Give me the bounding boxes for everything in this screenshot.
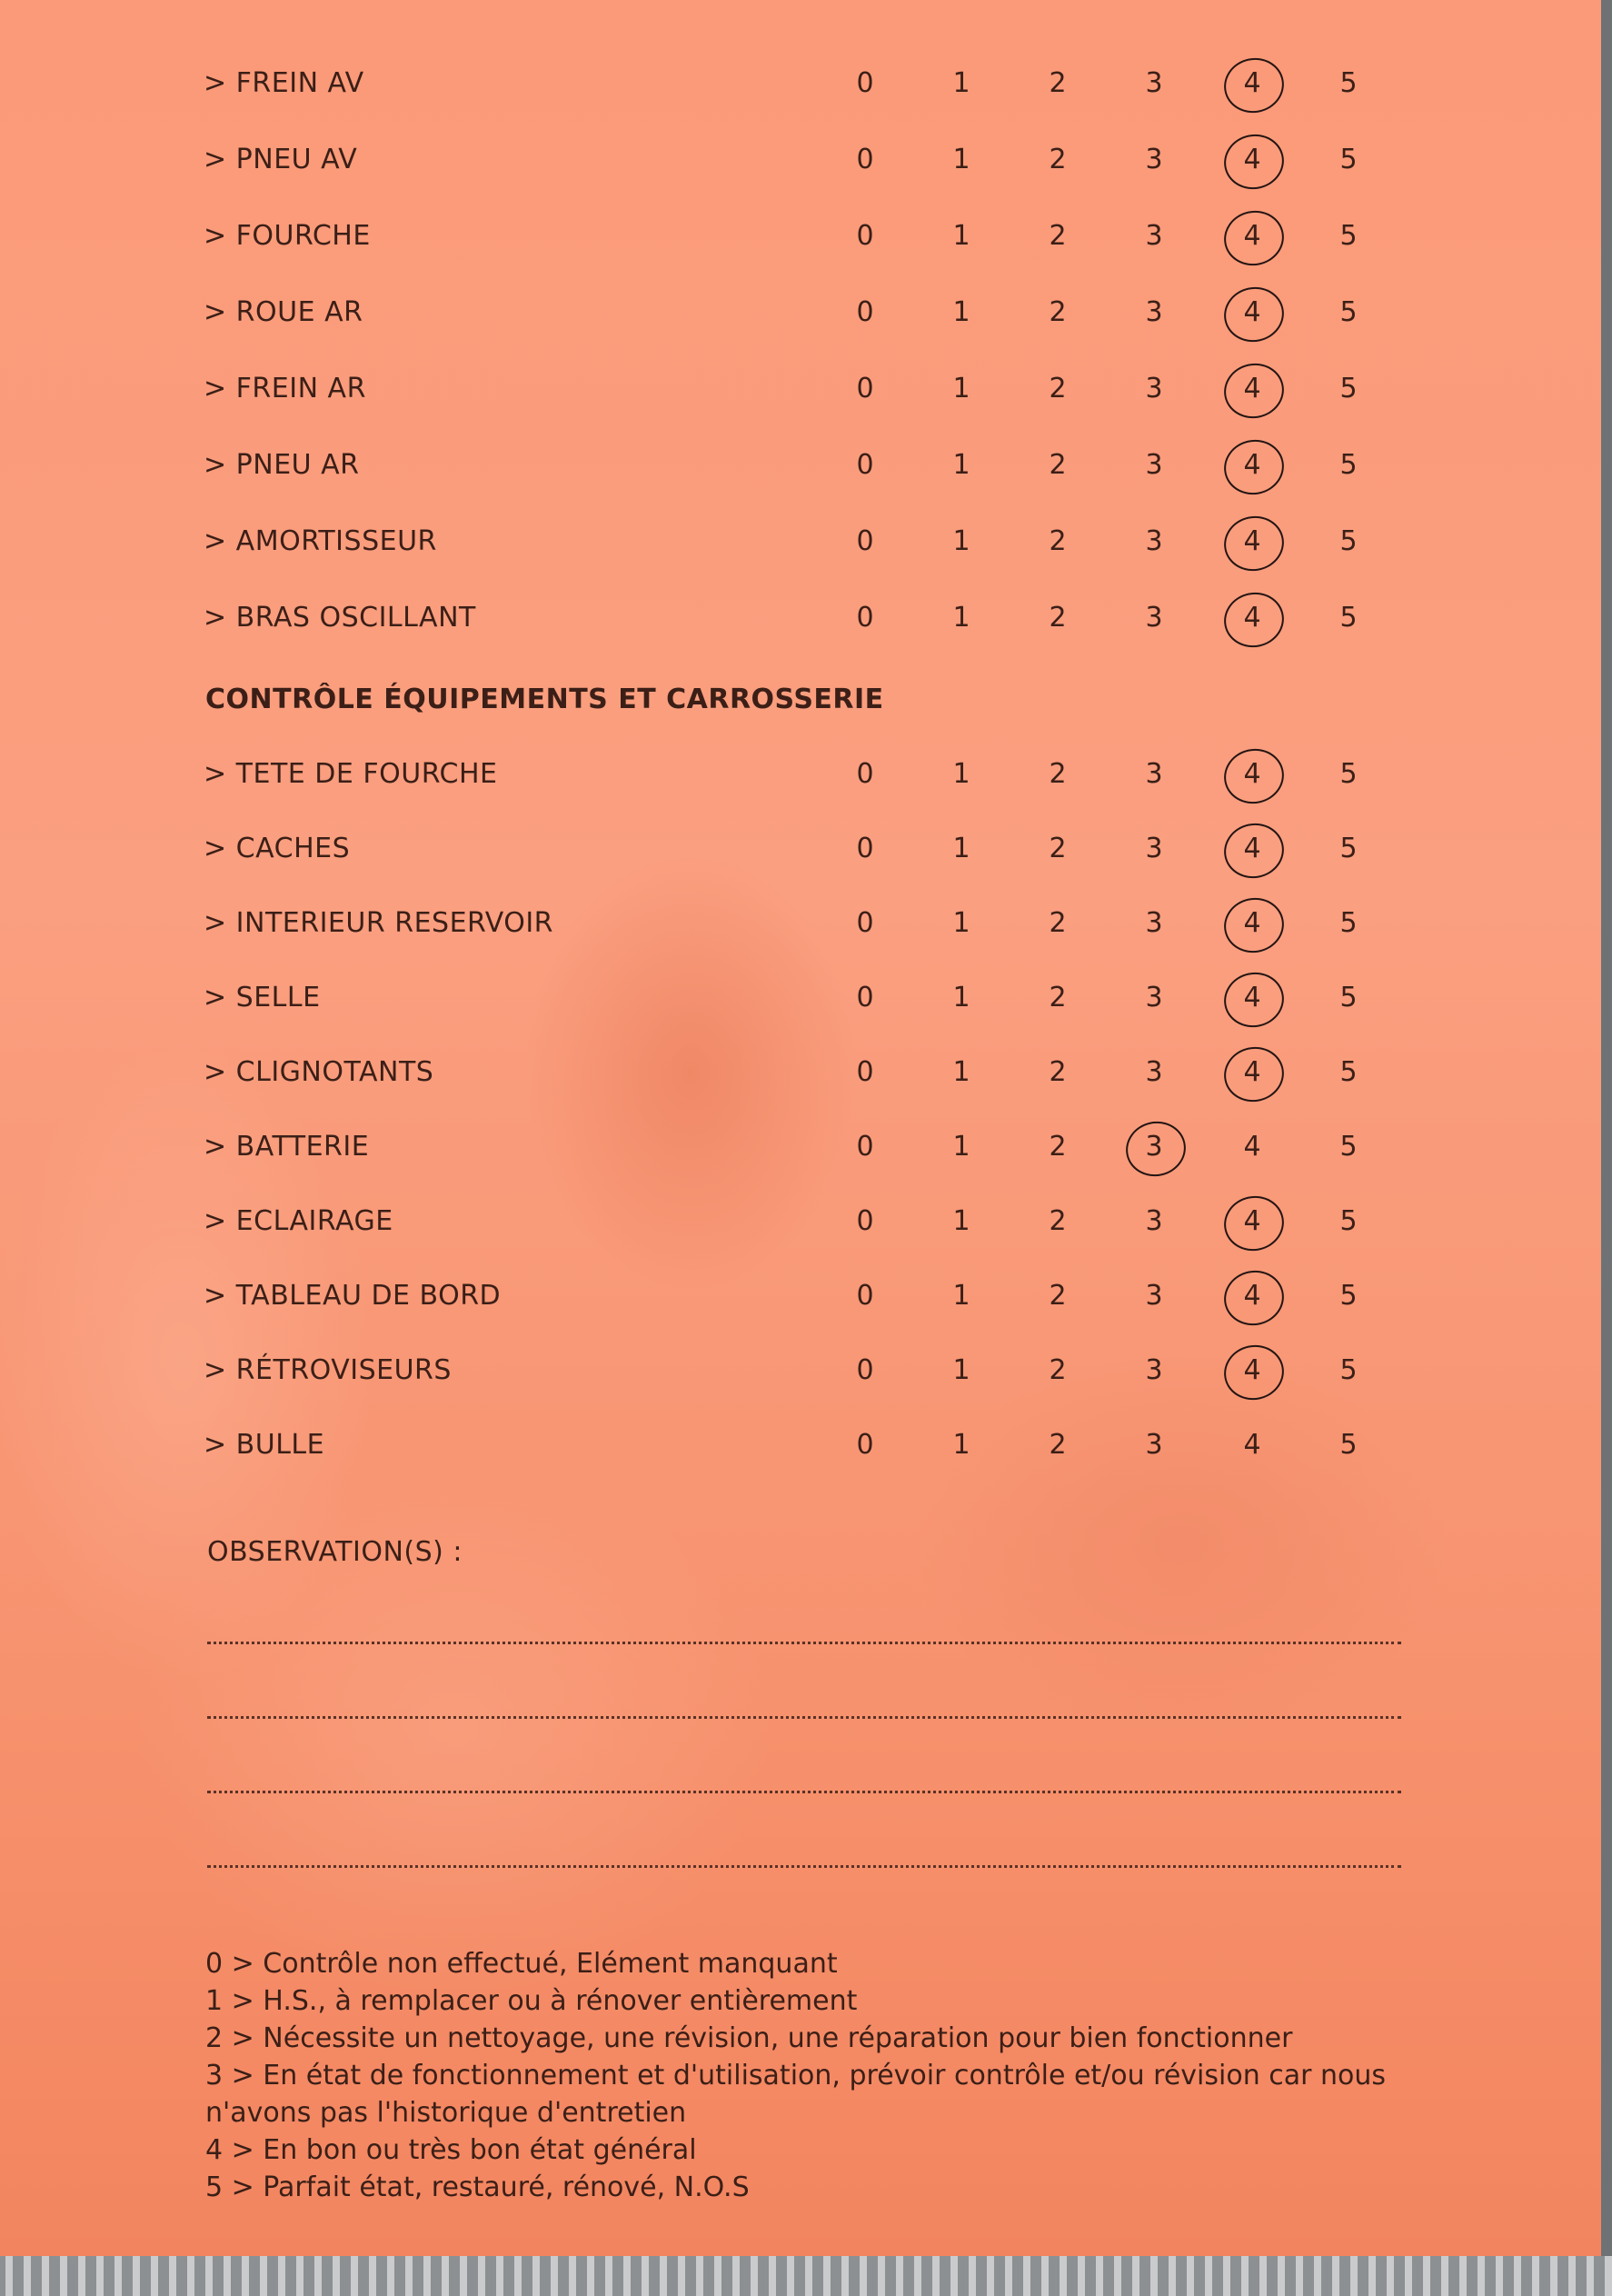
score-option-2[interactable]: 2	[1049, 758, 1067, 790]
rating-row	[0, 56, 1454, 111]
score-option-0[interactable]: 0	[856, 758, 874, 790]
score-option-4[interactable]: 4	[1234, 1194, 1270, 1249]
rating-row-label: > ECLAIRAGE	[204, 1205, 393, 1237]
score-option-0[interactable]: 0	[856, 373, 874, 404]
score-option-0[interactable]: 0	[856, 1205, 874, 1237]
score-option-2[interactable]: 2	[1049, 1131, 1067, 1163]
score-option-1[interactable]: 1	[952, 144, 970, 175]
rating-row-label: > CACHES	[204, 833, 351, 864]
observation-line[interactable]	[207, 1642, 1401, 1644]
score-option-1[interactable]: 1	[952, 907, 970, 939]
observation-line[interactable]	[207, 1865, 1401, 1868]
score-option-5[interactable]: 5	[1339, 449, 1358, 481]
score-option-3[interactable]: 3	[1145, 1429, 1163, 1461]
score-option-1[interactable]: 1	[952, 67, 970, 99]
score-option-2[interactable]: 2	[1049, 907, 1067, 939]
score-option-1[interactable]: 1	[952, 449, 970, 481]
observation-line[interactable]	[207, 1716, 1401, 1719]
score-option-5[interactable]: 5	[1339, 1280, 1358, 1312]
legend-line: 4 > En bon ou très bon état général	[205, 2134, 697, 2166]
score-option-3[interactable]: 3	[1145, 1205, 1163, 1237]
score-option-1[interactable]: 1	[952, 982, 970, 1013]
score-option-4[interactable]: 4	[1234, 896, 1270, 951]
score-option-3[interactable]: 3	[1145, 1280, 1163, 1312]
rating-row	[0, 1418, 1454, 1472]
score-option-4[interactable]: 4	[1234, 285, 1270, 340]
rating-row	[0, 1120, 1454, 1174]
rating-row-label: > PNEU AR	[204, 449, 360, 481]
score-option-0[interactable]: 0	[856, 220, 874, 252]
score-option-5[interactable]: 5	[1339, 907, 1358, 939]
legend-line: 2 > Nécessite un nettoyage, une révision, une réparation pour bien fonctionner	[205, 2022, 1293, 2054]
score-option-3[interactable]: 3	[1145, 1056, 1163, 1088]
score-option-2[interactable]: 2	[1049, 296, 1067, 328]
score-option-5[interactable]: 5	[1339, 67, 1358, 99]
score-option-4[interactable]: 4	[1234, 438, 1270, 493]
binder-strip	[0, 2256, 1612, 2296]
score-option-1[interactable]: 1	[952, 373, 970, 404]
rating-row	[0, 1194, 1454, 1249]
rating-row	[0, 362, 1454, 416]
score-option-0[interactable]: 0	[856, 296, 874, 328]
score-option-5[interactable]: 5	[1339, 144, 1358, 175]
score-option-0[interactable]: 0	[856, 1354, 874, 1386]
score-option-1[interactable]: 1	[952, 1354, 970, 1386]
score-option-3[interactable]: 3	[1145, 1354, 1163, 1386]
rating-row	[0, 133, 1454, 187]
score-option-5[interactable]: 5	[1339, 1056, 1358, 1088]
score-option-2[interactable]: 2	[1049, 144, 1067, 175]
score-option-0[interactable]: 0	[856, 602, 874, 634]
score-option-0[interactable]: 0	[856, 1280, 874, 1312]
score-option-5[interactable]: 5	[1339, 982, 1358, 1013]
rating-row	[0, 1343, 1454, 1398]
rating-row-label: > BULLE	[204, 1429, 325, 1461]
score-option-3[interactable]: 3	[1145, 144, 1163, 175]
score-option-1[interactable]: 1	[952, 602, 970, 634]
score-option-0[interactable]: 0	[856, 982, 874, 1013]
score-option-4[interactable]: 4	[1234, 822, 1270, 876]
score-option-3[interactable]: 3	[1145, 602, 1163, 634]
score-option-3[interactable]: 3	[1145, 525, 1163, 557]
score-option-1[interactable]: 1	[952, 1131, 970, 1163]
score-option-0[interactable]: 0	[856, 833, 874, 864]
legend-line: 3 > En état de fonctionnement et d'utilisation, prévoir contrôle et/ou révision car nous	[205, 2060, 1387, 2091]
observations-label: OBSERVATION(S) :	[207, 1536, 463, 1568]
score-option-5[interactable]: 5	[1339, 220, 1358, 252]
score-option-2[interactable]: 2	[1049, 449, 1067, 481]
rating-row-label: > RÉTROVISEURS	[204, 1354, 452, 1386]
score-option-2[interactable]: 2	[1049, 982, 1067, 1013]
rating-row-label: > BRAS OSCILLANT	[204, 602, 476, 634]
score-option-2[interactable]: 2	[1049, 1354, 1067, 1386]
rating-row-label: > FREIN AR	[204, 373, 366, 404]
score-option-5[interactable]: 5	[1339, 296, 1358, 328]
legend-line: n'avons pas l'historique d'entretien	[205, 2097, 687, 2129]
rating-row-label: > TETE DE FOURCHE	[204, 758, 498, 790]
score-option-1[interactable]: 1	[952, 1280, 970, 1312]
score-option-3[interactable]: 3	[1145, 982, 1163, 1013]
score-option-4[interactable]: 4	[1234, 56, 1270, 111]
rating-row-label: > AMORTISSEUR	[204, 525, 437, 557]
observation-line[interactable]	[207, 1791, 1401, 1793]
score-option-2[interactable]: 2	[1049, 1205, 1067, 1237]
rating-row-label: > TABLEAU DE BORD	[204, 1280, 502, 1312]
rating-row	[0, 591, 1454, 645]
score-option-3[interactable]: 3	[1145, 67, 1163, 99]
score-option-5[interactable]: 5	[1339, 758, 1358, 790]
score-option-1[interactable]: 1	[952, 220, 970, 252]
score-option-4[interactable]: 4	[1234, 1045, 1270, 1100]
score-option-3[interactable]: 3	[1145, 373, 1163, 404]
score-option-0[interactable]: 0	[856, 67, 874, 99]
score-option-4[interactable]: 4	[1234, 133, 1270, 187]
rating-row-label: > FOURCHE	[204, 220, 371, 252]
score-option-2[interactable]: 2	[1049, 1280, 1067, 1312]
score-option-3[interactable]: 3	[1145, 833, 1163, 864]
rating-row	[0, 1269, 1454, 1323]
score-option-1[interactable]: 1	[952, 1205, 970, 1237]
score-option-0[interactable]: 0	[856, 1056, 874, 1088]
score-option-2[interactable]: 2	[1049, 1056, 1067, 1088]
score-option-0[interactable]: 0	[856, 525, 874, 557]
score-option-1[interactable]: 1	[952, 525, 970, 557]
rating-row	[0, 209, 1454, 264]
score-option-0[interactable]: 0	[856, 1131, 874, 1163]
score-option-2[interactable]: 2	[1049, 67, 1067, 99]
score-option-5[interactable]: 5	[1339, 1205, 1358, 1237]
score-option-3[interactable]: 3	[1145, 907, 1163, 939]
score-option-3[interactable]: 3	[1145, 758, 1163, 790]
rating-row-label: > FREIN AV	[204, 67, 364, 99]
score-option-3[interactable]: 3	[1136, 1120, 1172, 1174]
rating-row	[0, 285, 1454, 340]
rating-row-label: > INTERIEUR RESERVOIR	[204, 907, 554, 939]
score-option-1[interactable]: 1	[952, 1429, 970, 1461]
score-option-4[interactable]: 4	[1243, 1429, 1261, 1461]
legend	[205, 1945, 1414, 2206]
score-option-4[interactable]: 4	[1234, 747, 1270, 802]
legend-line: 1 > H.S., à remplacer ou à rénover entièrement	[205, 1985, 858, 2017]
score-option-0[interactable]: 0	[856, 144, 874, 175]
score-option-4[interactable]: 4	[1234, 362, 1270, 416]
rating-row-label: > ROUE AR	[204, 296, 363, 328]
score-option-5[interactable]: 5	[1339, 373, 1358, 404]
legend-line: 0 > Contrôle non effectué, Elément manquant	[205, 1948, 838, 1980]
rating-row-label: > BATTERIE	[204, 1131, 370, 1163]
score-option-5[interactable]: 5	[1339, 1354, 1358, 1386]
score-option-0[interactable]: 0	[856, 907, 874, 939]
score-option-4[interactable]: 4	[1234, 209, 1270, 264]
rating-row-label: > SELLE	[204, 982, 321, 1013]
legend-line: 5 > Parfait état, restauré, rénové, N.O.S	[205, 2171, 750, 2203]
score-option-0[interactable]: 0	[856, 1429, 874, 1461]
rating-row	[0, 1045, 1454, 1100]
rating-row	[0, 514, 1454, 569]
score-option-2[interactable]: 2	[1049, 373, 1067, 404]
score-option-5[interactable]: 5	[1339, 1131, 1358, 1163]
score-option-1[interactable]: 1	[952, 833, 970, 864]
score-option-3[interactable]: 3	[1145, 220, 1163, 252]
score-option-4[interactable]: 4	[1234, 591, 1270, 645]
rating-row	[0, 896, 1454, 951]
score-option-4[interactable]: 4	[1243, 1131, 1261, 1163]
score-option-5[interactable]: 5	[1339, 833, 1358, 864]
score-option-2[interactable]: 2	[1049, 1429, 1067, 1461]
score-option-1[interactable]: 1	[952, 758, 970, 790]
rating-row-label: > PNEU AV	[204, 144, 358, 175]
score-option-2[interactable]: 2	[1049, 833, 1067, 864]
score-option-2[interactable]: 2	[1049, 220, 1067, 252]
score-option-4[interactable]: 4	[1234, 514, 1270, 569]
score-option-5[interactable]: 5	[1339, 602, 1358, 634]
score-option-3[interactable]: 3	[1145, 449, 1163, 481]
section-title: CONTRÔLE ÉQUIPEMENTS ET CARROSSERIE	[205, 684, 884, 715]
score-option-3[interactable]: 3	[1145, 296, 1163, 328]
score-option-5[interactable]: 5	[1339, 1429, 1358, 1461]
rating-row	[0, 438, 1454, 493]
rating-row	[0, 747, 1454, 802]
score-option-2[interactable]: 2	[1049, 602, 1067, 634]
score-option-1[interactable]: 1	[952, 1056, 970, 1088]
score-option-1[interactable]: 1	[952, 296, 970, 328]
rating-row	[0, 822, 1454, 876]
score-option-0[interactable]: 0	[856, 449, 874, 481]
score-option-4[interactable]: 4	[1234, 1269, 1270, 1323]
rating-row-label: > CLIGNOTANTS	[204, 1056, 434, 1088]
score-option-4[interactable]: 4	[1234, 1343, 1270, 1398]
score-option-4[interactable]: 4	[1234, 971, 1270, 1025]
score-option-5[interactable]: 5	[1339, 525, 1358, 557]
rating-row	[0, 971, 1454, 1025]
score-option-2[interactable]: 2	[1049, 525, 1067, 557]
